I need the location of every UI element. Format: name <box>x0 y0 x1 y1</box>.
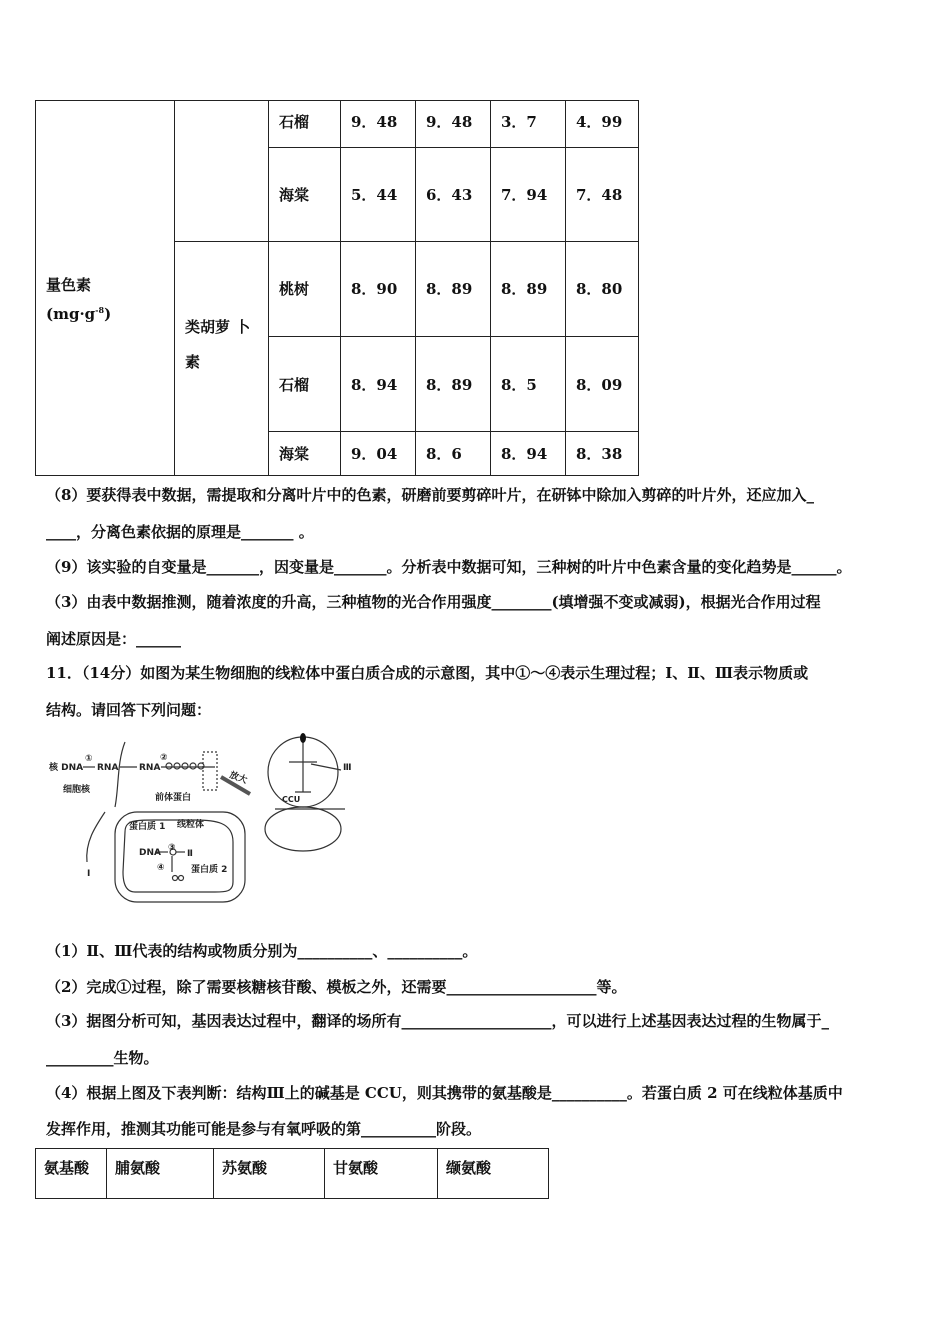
trna-structure <box>289 742 317 792</box>
amino-acid-table <box>35 1148 549 1199</box>
value-cell: 9．04 <box>341 432 416 476</box>
q8-line-a: （8）要获得表中数据，需提取和分离叶片中的色素，研磨前要剪碎叶片，在研钵中除加入剪碎的叶片外，还应加入_ <box>46 486 814 504</box>
label-nucleus: 细胞核 <box>63 785 91 795</box>
group2-label-line1: 类胡萝 卜 <box>185 317 251 336</box>
value-cell: 8．94 <box>341 337 416 432</box>
tree-cell: 海棠 <box>269 432 341 476</box>
label-roman2: Ⅱ <box>187 849 193 859</box>
amino-header-cell: 甘氨酸 <box>325 1149 438 1199</box>
tree-cell: 石榴 <box>269 337 341 432</box>
row-label-line2: (mg·g <box>46 304 96 323</box>
label-rna1: RNA <box>97 763 119 773</box>
value-cell: 6．43 <box>416 148 491 242</box>
label-protein1: 蛋白质 1 <box>129 822 166 832</box>
row-label-unit <box>46 305 164 323</box>
value-cell: 4．99 <box>566 101 639 148</box>
label-dna: DNA <box>139 848 161 858</box>
value-cell: 8．89 <box>416 337 491 432</box>
sub-q4-line-a: （4）根据上图及下表判断：结构Ⅲ上的碱基是 CCU，则其携带的氨基酸是__________。若蛋白质 2 可在线粒体基质中 <box>46 1084 843 1102</box>
value-cell: 9．48 <box>416 101 491 148</box>
q11-line-a: 11．（14分）如图为某生物细胞的线粒体中蛋白质合成的示意图，其中①～④表示生理过程；Ⅰ、Ⅱ、Ⅲ表示物质或 <box>46 664 809 682</box>
amino-header-cell: 缬氨酸 <box>438 1149 549 1199</box>
ribosome-small-subunit <box>265 807 341 851</box>
cell-membrane-1 <box>87 812 105 862</box>
sub-q1: （1）Ⅱ、Ⅲ代表的结构或物质分别为__________、__________。 <box>46 942 478 960</box>
value-cell: 9．48 <box>341 101 416 148</box>
q3a-line-b: 阐述原因是：______ <box>46 630 182 648</box>
q3a-line-a: （3）由表中数据推测，随着浓度的升高，三种植物的光合作用强度________(填增强不变或减弱)，根据光合作用过程 <box>46 593 821 611</box>
value-cell: 5．44 <box>341 148 416 242</box>
label-roman1: Ⅰ <box>87 869 91 879</box>
row-label-sup: -8 <box>95 304 105 315</box>
label-mito: 线粒体 <box>177 820 205 830</box>
label-roman3: Ⅲ <box>343 763 352 773</box>
group2-label-cell <box>175 242 269 476</box>
value-cell: 8．89 <box>491 242 566 337</box>
value-cell: 8．89 <box>416 242 491 337</box>
sub-q3-line-a: （3）据图分析可知，基因表达过程中，翻译的场所有____________________，可以进行上述基因表达过程的生物属于_ <box>46 1012 829 1030</box>
value-cell: 7．48 <box>566 148 639 242</box>
sub-q3-line-b: _________生物。 <box>46 1049 159 1067</box>
label-step4: ④ <box>157 863 165 873</box>
row-label-close: ) <box>104 304 112 323</box>
row-label-cell <box>36 101 175 476</box>
group2-label-line2: 素 <box>185 352 201 371</box>
label-step1: ① <box>85 754 93 764</box>
mitochondria-protein-synthesis-diagram <box>45 732 365 912</box>
sub-q4-line-b: 发挥作用，推测其功能可能是参与有氧呼吸的第__________阶段。 <box>46 1120 482 1138</box>
value-cell: 8．09 <box>566 337 639 432</box>
label-precursor: 前体蛋白 <box>155 793 192 803</box>
nuclear-envelope <box>115 742 125 807</box>
label-step2: ② <box>160 753 168 763</box>
label-rna2: RNA <box>139 763 161 773</box>
value-cell: 8．90 <box>341 242 416 337</box>
label-ccu: CCU <box>282 795 301 804</box>
value-cell: 7．94 <box>491 148 566 242</box>
tree-cell: 桃树 <box>269 242 341 337</box>
value-cell: 8．94 <box>491 432 566 476</box>
label-nucleus-dna: 核 DNA <box>49 763 84 773</box>
tree-cell: 海棠 <box>269 148 341 242</box>
label-protein2: 蛋白质 2 <box>191 865 228 875</box>
value-cell: 8．5 <box>491 337 566 432</box>
q9-line: （9）该实验的自变量是_______，因变量是_______。分析表中数据可知，三种树的叶片中色素含量的变化趋势是______。 <box>46 558 852 576</box>
enlarge-box <box>203 752 217 790</box>
value-cell: 3．7 <box>491 101 566 148</box>
row-label-line1: 量色素 <box>46 275 92 294</box>
q8-line-b: ____，分离色素依据的原理是_______ 。 <box>46 523 314 541</box>
pigment-table <box>35 100 639 476</box>
value-cell: 8．6 <box>416 432 491 476</box>
value-cell: 8．38 <box>566 432 639 476</box>
group1-label-cell <box>175 101 269 242</box>
amino-header-cell: 苏氨酸 <box>214 1149 325 1199</box>
sub-q2: （2）完成①过程，除了需要核糖核苷酸、模板之外，还需要____________________等。 <box>46 978 627 996</box>
amino-acid-dot <box>300 733 306 743</box>
tree-cell: 石榴 <box>269 101 341 148</box>
q11-line-b: 结构。请回答下列问题： <box>46 701 212 719</box>
value-cell: 8．80 <box>566 242 639 337</box>
label-step3: ③ <box>168 843 176 853</box>
amino-header-cell: 脯氨酸 <box>107 1149 214 1199</box>
amino-header-cell: 氨基酸 <box>36 1149 107 1199</box>
label-enlarge: 放大 <box>227 770 249 786</box>
